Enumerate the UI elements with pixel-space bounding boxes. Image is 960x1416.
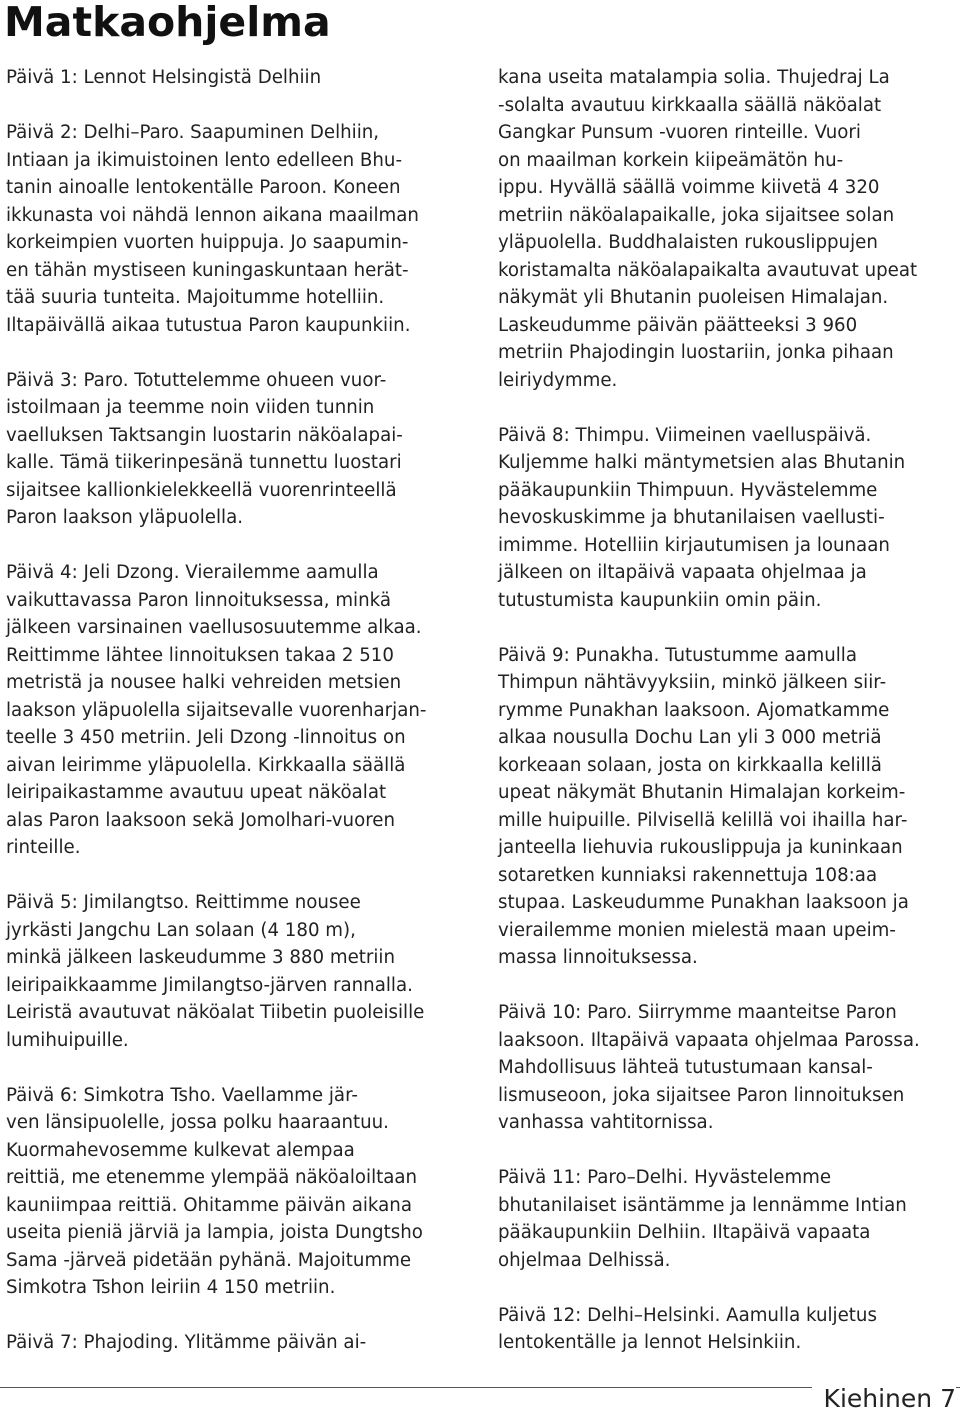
publication-name: Kiehinen bbox=[823, 1384, 933, 1413]
page-number: 7 bbox=[940, 1384, 956, 1413]
day-12-paragraph: Päivä 12: Delhi–Helsinki. Aamulla kuljetus lentokentälle ja lennot Helsinkiin. bbox=[498, 1304, 877, 1353]
day-9-paragraph: Päivä 9: Punakha. Tutustumme aamulla Thimpun nähtävyyksiin, minkö jälkeen siir- rymme Punakhan laaksoon. Ajomatkamme alkaa nousulla Dochu Lan yli 3 000 metriä korkeaan solaan, josta on kirkkaalla kelillä upeat näkymät Bhutanin Himalajan korkeim- mille huipuille. Pilvisellä kelillä voi ihailla har- janteella liehuvia rukouslippuja ja kuninkaan sotaretken kunniaksi rakennettuja 108:aa stupaa. Laskeudumme Punakhan laaksoon ja vierailemme monien mielestä maan upeim- massa linnoituksessa. bbox=[498, 644, 909, 968]
day-7-paragraph-start: Päivä 7: Phajoding. Ylitämme päivän ai- bbox=[6, 1332, 367, 1353]
day-7-paragraph-continued: kana useita matalampia solia. Thujedraj La -solalta avautuu kirkkaalla säällä näköalat Gangkar Punsum -vuoren rinteille. Vuori on maailman korkein kiipeämätön hu- ippu. Hyvällä säällä voimme kiivetä 4 320 metriin näköalapaikalle, joka sijaitsee solan yläpuolella. Buddhalaisten rukouslippujen koristamalta näköalapaikalta avautuvat upeat näkymät yli Bhutanin puoleisen Himalajan. Laskeudumme päivän päätteeksi 3 960 metriin Phajodingin luostariin, jonka pihaan leiriydymme. bbox=[498, 67, 918, 391]
day-6-paragraph: Päivä 6: Simkotra Tsho. Vaellamme jär- ven länsipuolelle, jossa polku haaraantuu. Kuormahevosemme kulkevat alempaa reittiä, me etenemme ylempää näköaloiltaan kauniimpaa reittiä. Ohitamme päivän aikana useita pieniä järviä ja lampia, joista Dungtsho Sama -järveä pidetään pyhänä. Majoitumme Simkotra Tshon leiriin 4 150 metriin. bbox=[6, 1084, 423, 1298]
day-10-paragraph: Päivä 10: Paro. Siirrymme maanteitse Paron laaksoon. Iltapäivä vapaata ohjelmaa Parossa. Mahdollisuus lähteä tutustumaan kansal- lismuseoon, joka sijaitsee Paron linnoituksen vanhassa vahtitornissa. bbox=[498, 1002, 920, 1133]
right-column bbox=[498, 64, 956, 1384]
left-column bbox=[6, 64, 464, 1384]
day-3-paragraph: Päivä 3: Paro. Totuttelemme ohueen vuor- istoilmaan ja teemme noin viiden tunnin vaelluksen Taktsangin luostarin näköalapai- kalle. Tämä tiikerinpesänä tunnettu luostari sijaitsee kallionkielekkeellä vuorenrinteellä Paron laakson yläpuolella. bbox=[6, 369, 403, 528]
page-title: Matkaohjelma bbox=[4, 0, 331, 46]
day-11-paragraph: Päivä 11: Paro–Delhi. Hyvästelemme bhutanilaiset isäntämme ja lennämme Intian pääkaupunkiin Delhiin. Iltapäivä vapaata ohjelmaa Delhissä. bbox=[498, 1167, 907, 1271]
day-8-paragraph: Päivä 8: Thimpu. Viimeinen vaelluspäivä. Kuljemme halki mäntymetsien alas Bhutanin pääkaupunkiin Thimpuun. Hyvästelemme hevoskuskimme ja bhutanilaisen vaellusti- imimme. Hotelliin kirjautumisen ja lounaan jälkeen on iltapäivä vapaata ohjelmaa ja tutustumista kaupunkiin omin päin. bbox=[498, 424, 906, 611]
day-2-paragraph: Päivä 2: Delhi–Paro. Saapuminen Delhiin, Intiaan ja ikimuistoinen lento edelleen Bhu- tanin ainoalle lentokentälle Paroon. Koneen ikkunasta voi nähdä lennon aikana maailman korkeimpien vuorten huippuja. Jo saapumin- en tähän mystiseen kuningaskuntaan herät- tää suuria tunteita. Majoitumme hotelliin. Iltapäivällä aikaa tutustua Paron kaupunkiin. bbox=[6, 122, 419, 336]
day-5-paragraph: Päivä 5: Jimilangtso. Reittimme nousee jyrkästi Jangchu Lan solaan (4 180 m), minkä jälkeen laskeudumme 3 880 metriin leiripaikkaamme Jimilangtso-järven rannalla. Leiristä avautuvat näköalat Tiibetin puoleisille lumihuipuille. bbox=[6, 892, 425, 1051]
page-footer bbox=[812, 1382, 956, 1416]
day-4-paragraph: Päivä 4: Jeli Dzong. Vierailemme aamulla vaikuttavassa Paron linnoituksessa, minkä jälkeen varsinainen vaellusosuutemme alkaa. Reittimme lähtee linnoituksen takaa 2 510 metristä ja nousee halki vehreiden metsien laakson yläpuolella sijaitsevalle vuorenharjan- teelle 3 450 metriin. Jeli Dzong -linnoitus on aivan leirimme yläpuolella. Kirkkaalla säällä leiripaikastamme avautuu upeat näköalat alas Paron laaksoon sekä Jomolhari-vuoren rinteille. bbox=[6, 562, 427, 858]
day-1-paragraph: Päivä 1: Lennot Helsingistä Delhiin bbox=[6, 67, 322, 88]
